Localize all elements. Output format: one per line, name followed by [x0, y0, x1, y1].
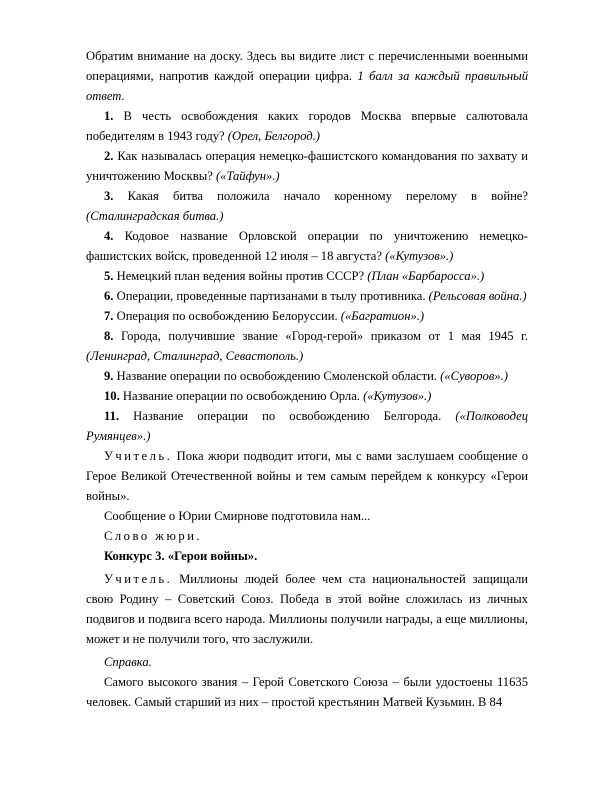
- speaker-label: Учитель.: [104, 449, 173, 463]
- reference-text: Самого высокого звания – Герой Советского Союза – были удостоены 11635 человек. Самый старший из них – простой крестьянин Матвей Кузьмин. В 84: [86, 675, 528, 709]
- question-answer: (План «Барбаросса».): [367, 269, 485, 283]
- question-item: 8. Города, получившие звание «Город-герой» приказом от 1 мая 1945 г. (Ленинград, Сталинград, Севастополь.): [86, 329, 528, 363]
- question-answer: (Рельсовая война.): [428, 289, 527, 303]
- score-note: 1 балл за каждый правильный ответ: [86, 69, 528, 103]
- question-answer: (Орел, Белгород.): [227, 129, 320, 143]
- question-item: 2. Как называлась операция немецко-фашистского командования по захвату и уничтожению Москвы? («Тайфун».): [86, 149, 528, 183]
- intro-end: .: [121, 89, 125, 103]
- question-item: 10. Название операции по освобождению Орла. («Кутузов».): [104, 389, 432, 403]
- question-item: 5. Немецкий план ведения войны против СССР? (План «Барбаросса».): [104, 269, 485, 283]
- reference-label: Справка.: [104, 655, 152, 669]
- message-note: Сообщение о Юрии Смирнове подготовила нам...: [104, 509, 371, 523]
- question-answer: («Тайфун».): [215, 169, 280, 183]
- question-item: 6. Операции, проведенные партизанами в тылу противника. (Рельсовая война.): [104, 289, 527, 303]
- question-item: 9. Название операции по освобождению Смоленской области. («Суворов».): [104, 369, 508, 383]
- question-answer: («Суворов».): [440, 369, 508, 383]
- document-page: [86, 46, 528, 712]
- question-answer: («Полководец Румянцев».): [86, 409, 528, 443]
- intro-text: Обратим внимание на доску. Здесь вы видите лист с перечисленными военными операциями, напротив каждой операции цифра.: [86, 49, 528, 83]
- question-answer: («Кутузов».): [385, 249, 454, 263]
- question-list: [86, 106, 528, 446]
- question-answer: (Ленинград, Сталинград, Севастополь.): [86, 349, 304, 363]
- question-item: 4. Кодовое название Орловской операции по уничтожению немецко-фашистских войск, проведенной 12 июля – 18 августа? («Кутузов».): [86, 229, 528, 263]
- speaker-label: Учитель.: [104, 572, 173, 586]
- intro-paragraph: [86, 46, 528, 106]
- question-item: 7. Операция по освобождению Белоруссии. («Багратион».): [104, 309, 425, 323]
- question-item: 11. Название операции по освобождению Белгорода. («Полководец Румянцев».): [86, 409, 528, 443]
- jury-line: Слово жюри.: [104, 529, 203, 543]
- contest-heading: Конкурс 3. «Герои войны».: [104, 549, 258, 563]
- question-item: 3. Какая битва положила начало коренному перелому в войне? (Сталинградская битва.): [86, 189, 528, 223]
- question-item: 1. В честь освобождения каких городов Москва впервые салютовала победителям в 1943 году? (Орел, Белгород.): [86, 109, 528, 143]
- question-answer: (Сталинградская битва.): [86, 209, 224, 223]
- teacher-remark: Учитель. Пока жюри подводит итоги, мы с вами заслушаем сообщение о Герое Великой Отечественной войны и тем самым перейдем к конкурсу «Герои войны».: [86, 449, 528, 503]
- teacher-remark: Учитель. Миллионы людей более чем ста национальностей защищали свою Родину – Советский Союз. Победа в этой войне сложилась из личных подвигов и подвига всего народа. Миллионы получили награды, а еще миллионы, может и не получили того, что заслужили.: [86, 572, 528, 646]
- question-answer: («Кутузов».): [363, 389, 432, 403]
- question-answer: («Багратион».): [340, 309, 425, 323]
